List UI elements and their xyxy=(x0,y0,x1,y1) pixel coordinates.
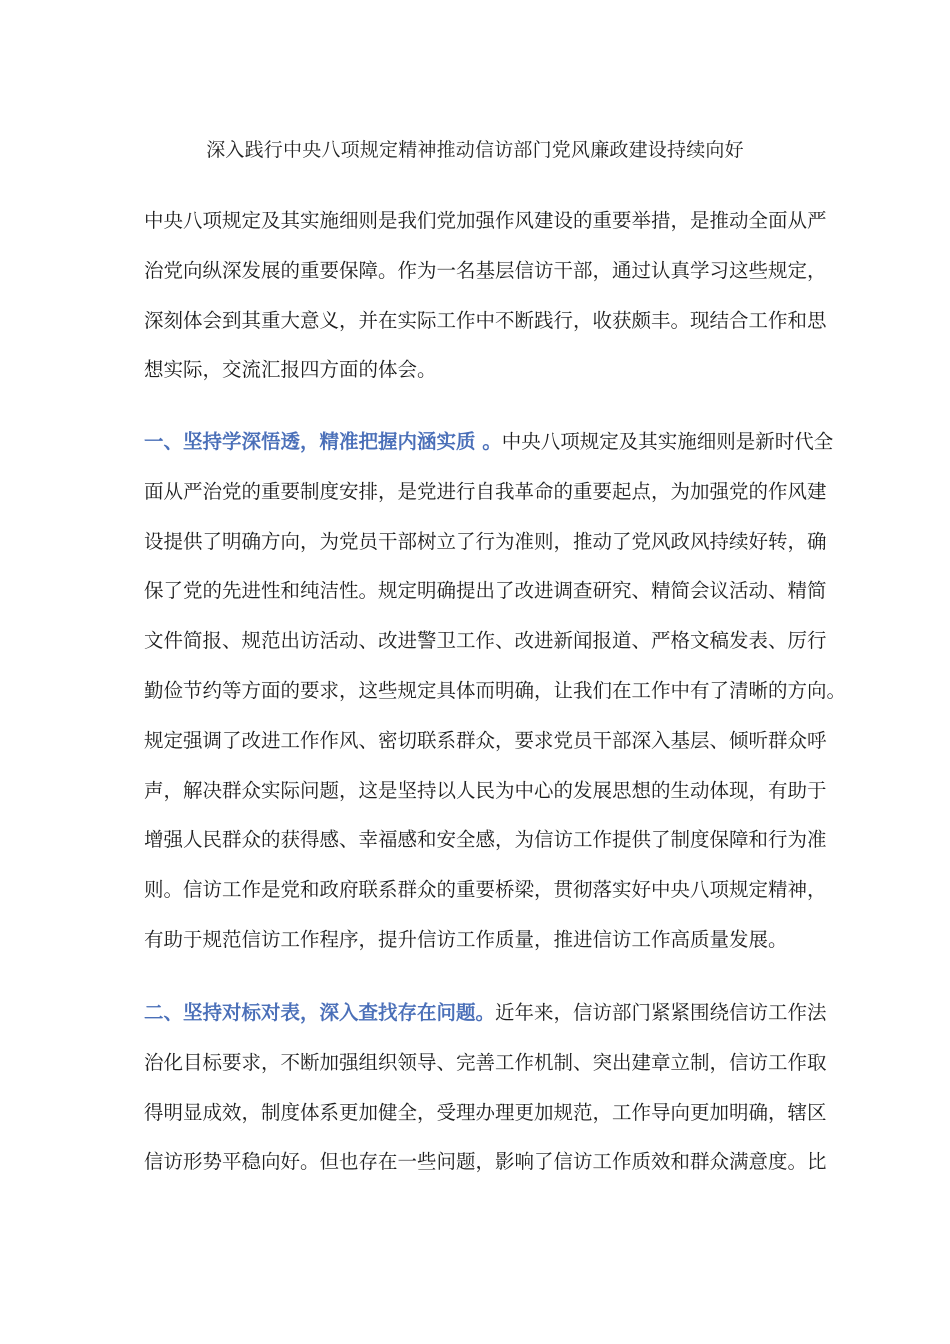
text-line: 想实际，交流汇报四方面的体会。 xyxy=(144,358,437,382)
section-one-first-line: 中央八项规定及其实施细则是新时代全 xyxy=(501,430,834,453)
text-line xyxy=(144,988,827,1038)
text-line: 治党向纵深发展的重要保障。作为一名基层信访干部，通过认真学习这些规定， xyxy=(144,258,827,282)
text-line xyxy=(144,417,834,467)
text-line: 设提供了明确方向，为党员干部树立了行为准则，推动了党风政风持续好转，确 xyxy=(144,529,827,553)
text-line: 规定强调了改进工作作风、密切联系群众，要求党员干部深入基层、倾听群众呼 xyxy=(144,728,827,752)
intro-paragraph xyxy=(144,196,827,395)
section-two-first-line: 近年来，信访部门紧紧围绕信访工作法 xyxy=(495,1001,827,1024)
section-two-paragraph xyxy=(144,988,827,1187)
section-one-heading: 一、坚持学深悟透，精准把握内涵实质 。 xyxy=(144,430,502,453)
text-line: 文件简报、规范出访活动、改进警卫工作、改进新闻报道、严格文稿发表、厉行 xyxy=(144,629,827,653)
section-two-heading: 二、坚持对标对表，深入查找存在问题。 xyxy=(144,1001,496,1024)
text-line: 声，解决群众实际问题，这是坚持以人民为中心的发展思想的生动体现，有助于 xyxy=(144,778,827,802)
text-line: 深刻体会到其重大意义，并在实际工作中不断践行，收获颇丰。现结合工作和思 xyxy=(144,308,827,332)
text-line: 信访形势平稳向好。但也存在一些问题，影响了信访工作质效和群众满意度。比 xyxy=(144,1150,827,1174)
text-line: 增强人民群众的获得感、幸福感和安全感，为信访工作提供了制度保障和行为准 xyxy=(144,828,827,852)
text-line: 保了党的先进性和纯洁性。规定明确提出了改进调查研究、精简会议活动、精简 xyxy=(144,579,827,603)
section-one-paragraph xyxy=(144,417,847,965)
text-line: 面从严治党的重要制度安排，是党进行自我革命的重要起点，为加强党的作风建 xyxy=(144,479,827,503)
text-line: 得明显成效，制度体系更加健全，受理办理更加规范，工作导向更加明确，辖区 xyxy=(144,1100,827,1124)
text-line: 中央八项规定及其实施细则是我们党加强作风建设的重要举措，是推动全面从严 xyxy=(144,209,827,232)
text-line: 勤俭节约等方面的要求，这些规定具体而明确，让我们在工作中有了清晰的方向。 xyxy=(144,678,847,702)
text-line: 则。信访工作是党和政府联系群众的重要桥梁，贯彻落实好中央八项规定精神， xyxy=(144,878,827,902)
document-title: 深入践行中央八项规定精神推动信访部门党风廉政建设持续向好 xyxy=(206,139,744,161)
text-line: 治化目标要求，不断加强组织领导、完善工作机制、突出建章立制，信访工作取 xyxy=(144,1050,827,1074)
text-line: 有助于规范信访工作程序，提升信访工作质量，推进信访工作高质量发展。 xyxy=(144,927,788,951)
